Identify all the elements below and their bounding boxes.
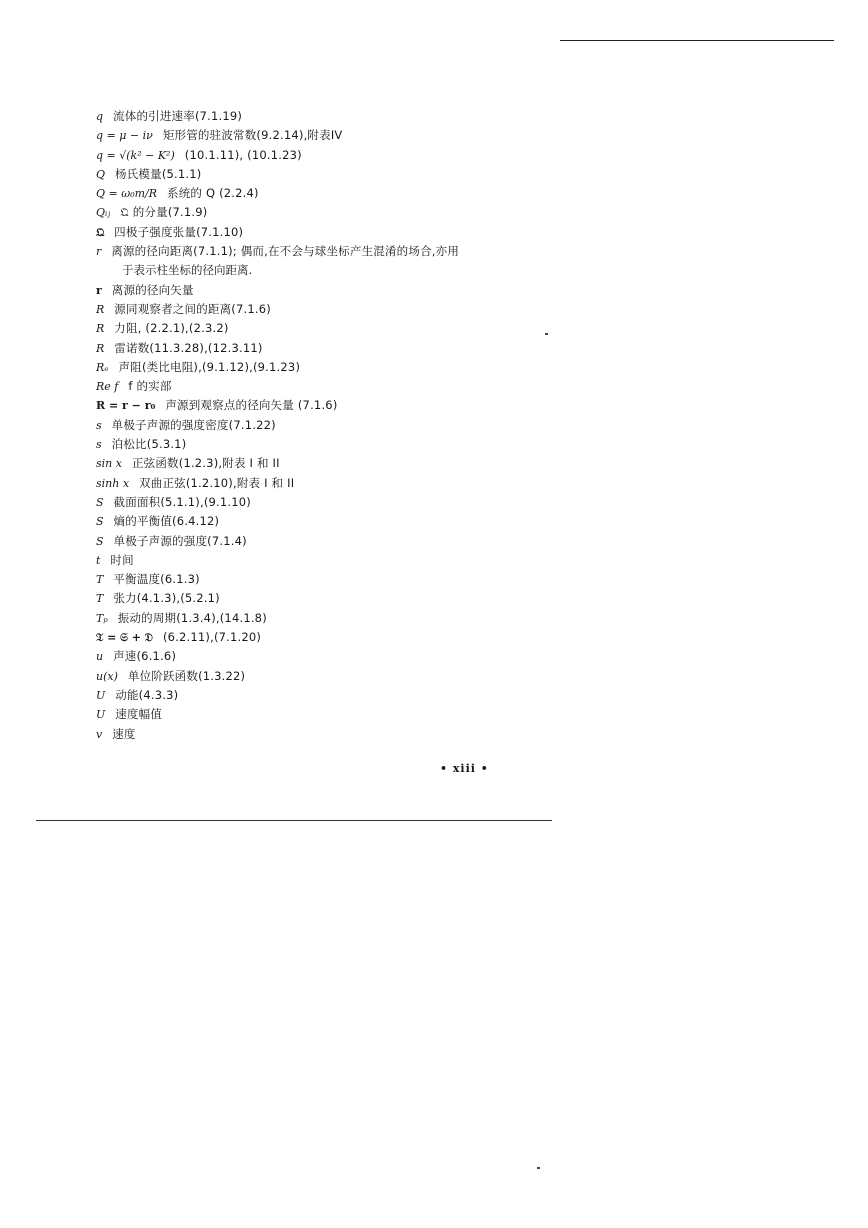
symbol: R xyxy=(96,341,105,355)
symbol: sin x xyxy=(96,457,122,471)
symbol-description: 声源到观察点的径向矢量 (7.1.6) xyxy=(165,398,338,413)
symbol-entry xyxy=(96,242,556,281)
symbol: q = √(k² − K²) xyxy=(96,148,175,162)
symbol-entry xyxy=(96,184,556,203)
symbol-entry xyxy=(96,107,556,126)
symbol-description: 平衡温度(6.1.3) xyxy=(113,572,200,587)
symbol-description: 四极子强度张量(7.1.10) xyxy=(114,224,244,239)
symbol-entry xyxy=(96,647,556,666)
symbol-description: 矩形管的驻波常数(9.2.14),附表IV xyxy=(162,128,343,143)
symbol-description: 单位阶跃函数(1.3.22) xyxy=(127,668,246,683)
symbol-entry xyxy=(96,146,556,165)
symbol: u xyxy=(96,650,104,664)
symbol-entry xyxy=(96,223,556,242)
symbol-description: 振动的周期(1.3.4),(14.1.8) xyxy=(117,610,267,625)
symbol-entry xyxy=(96,532,556,551)
symbol-entry xyxy=(96,628,556,647)
scan-speck xyxy=(537,1167,540,1169)
symbol-description-continuation: 于表示柱坐标的径向距离. xyxy=(122,263,253,278)
symbol-description: 正弦函数(1.2.3),附表 I 和 II xyxy=(131,456,280,471)
symbol-entry xyxy=(96,454,556,473)
symbol: U xyxy=(96,688,106,702)
symbol: Tₚ xyxy=(96,611,108,625)
symbol-description: 力阻, (2.2.1),(2.3.2) xyxy=(114,321,229,336)
symbol: S xyxy=(96,515,104,529)
symbol-entry xyxy=(96,667,556,686)
symbol: T xyxy=(96,573,104,587)
symbol-description: 杨氏模量(5.1.1) xyxy=(115,166,202,181)
symbol-entry xyxy=(96,416,556,435)
symbol-description: 系统的 Q (2.2.4) xyxy=(167,186,259,201)
symbol: t xyxy=(96,553,101,567)
symbol-description: 雷诺数(11.3.28),(12.3.11) xyxy=(114,340,263,355)
symbol-entry xyxy=(96,165,556,184)
symbol-description: 离源的径向矢量 xyxy=(111,282,194,297)
symbol-entry xyxy=(96,725,556,744)
symbol-entry xyxy=(96,319,556,338)
symbol-list xyxy=(96,107,556,744)
symbol-entry xyxy=(96,570,556,589)
symbol: R = r − r₀ xyxy=(96,399,156,413)
symbol-description: 单极子声源的强度(7.1.4) xyxy=(113,533,247,548)
symbol-entry xyxy=(96,339,556,358)
symbol: q xyxy=(96,110,104,123)
symbol-description: 离源的径向距离(7.1.1); 偶而,在不会与球坐标产生混淆的场合,亦用 xyxy=(111,244,460,259)
bottom-rule xyxy=(36,820,552,821)
symbol-description: (10.1.11), (10.1.23) xyxy=(184,147,302,162)
symbol: s xyxy=(96,438,102,452)
scan-speck xyxy=(545,333,548,335)
symbol: q = μ − iν xyxy=(96,129,153,143)
symbol: Re f xyxy=(96,380,119,394)
symbol-entry xyxy=(96,474,556,493)
symbol: Rₑ xyxy=(96,360,109,374)
symbol: r xyxy=(96,283,102,297)
symbol-description: 速度幅值 xyxy=(115,707,163,722)
symbol-description: 𝔔 的分量(7.1.9) xyxy=(120,205,208,220)
symbol-description: 双曲正弦(1.2.10),附表 I 和 II xyxy=(139,475,295,490)
symbol-description: 流体的引进速率(7.1.19) xyxy=(113,109,243,123)
symbol-entry xyxy=(96,396,556,415)
symbol-description: 声速(6.1.6) xyxy=(113,649,177,664)
symbol-description: 时间 xyxy=(110,552,134,567)
symbol-description: 泊松比(5.3.1) xyxy=(111,437,187,452)
symbol-entry xyxy=(96,512,556,531)
top-rule xyxy=(560,40,834,41)
symbol-description: f 的实部 xyxy=(128,379,172,394)
symbol-description: 截面面积(5.1.1),(9.1.10) xyxy=(113,494,251,509)
page-number: • xiii • xyxy=(440,762,489,775)
symbol-description: 动能(4.3.3) xyxy=(115,687,179,702)
symbol-description: 单极子声源的强度密度(7.1.22) xyxy=(111,417,276,432)
symbol: u(x) xyxy=(96,669,118,683)
symbol-entry xyxy=(96,126,556,145)
symbol-description: (6.2.11),(7.1.20) xyxy=(162,630,262,645)
symbol-entry xyxy=(96,493,556,512)
symbol: Q = ω₀m/R xyxy=(96,187,158,201)
symbol-entry xyxy=(96,377,556,396)
symbol-entry xyxy=(96,435,556,454)
symbol: sinh x xyxy=(96,476,130,490)
symbol-entry xyxy=(96,705,556,724)
symbol: R xyxy=(96,322,105,336)
symbol-description: 张力(4.1.3),(5.2.1) xyxy=(113,591,220,606)
symbol: 𝔔 xyxy=(96,225,105,239)
symbol: r xyxy=(96,245,102,259)
symbol: Qᵢⱼ xyxy=(96,206,111,220)
symbol-description: 速度 xyxy=(112,726,136,741)
symbol: S xyxy=(96,534,104,548)
symbol: Q xyxy=(96,167,106,181)
symbol: s xyxy=(96,418,102,432)
symbol-entry xyxy=(96,609,556,628)
symbol-entry xyxy=(96,686,556,705)
symbol-entry xyxy=(96,358,556,377)
symbol: 𝔗 = 𝔖 + 𝔇 xyxy=(96,631,153,645)
symbol-description: 熵的平衡值(6.4.12) xyxy=(113,514,220,529)
symbol-entry xyxy=(96,281,556,300)
symbol-description: 声阻(类比电阻),(9.1.12),(9.1.23) xyxy=(118,359,301,374)
symbol-entry xyxy=(96,589,556,608)
symbol: S xyxy=(96,495,104,509)
symbol-entry xyxy=(96,300,556,319)
symbol: T xyxy=(96,592,104,606)
symbol-entry xyxy=(96,551,556,570)
symbol: U xyxy=(96,708,106,722)
symbol: R xyxy=(96,302,105,316)
symbol-description: 源同观察者之间的距离(7.1.6) xyxy=(114,301,271,316)
symbol: v xyxy=(96,727,103,741)
symbol-entry xyxy=(96,203,556,222)
